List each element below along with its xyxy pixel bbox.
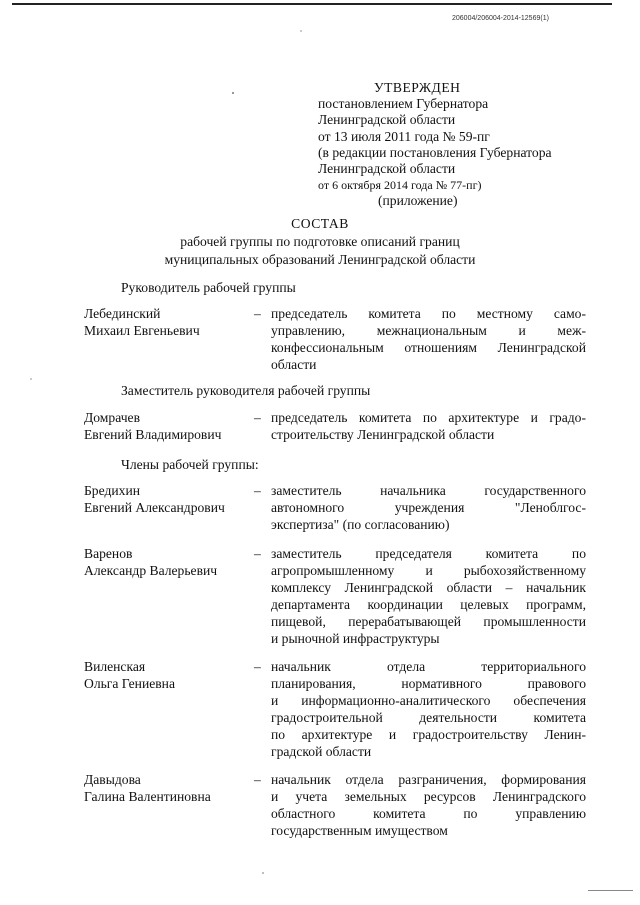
dash: – bbox=[254, 659, 261, 674]
given-names: Галина Валентиновна bbox=[84, 789, 211, 804]
section-deputy: Заместитель руководителя рабочей группы bbox=[121, 383, 371, 398]
member-position: начальник отдела разграничения, формирования и учета земельных ресурсов Ленинградского областного комитета по управлению государственным имуществом bbox=[271, 772, 586, 838]
given-names: Евгений Владимирович bbox=[84, 427, 222, 442]
surname: Давыдова bbox=[84, 772, 141, 787]
approval-line: Ленинградской области bbox=[318, 161, 456, 177]
scan-speck bbox=[30, 378, 32, 380]
surname: Домрачев bbox=[84, 410, 140, 425]
document-subtitle: рабочей группы по подготовке описаний границ bbox=[180, 234, 460, 249]
dash: – bbox=[254, 483, 261, 498]
member-position: заместитель председателя комитета по агропромышленному и рыбохозяйственному комплексу Ленинградской области – начальник департамента координации целевых программ, пищевой, перерабатывающей промышленности и рыночной инфраструктуры bbox=[271, 546, 586, 646]
section-leader: Руководитель рабочей группы bbox=[121, 280, 296, 295]
approval-line: от 13 июля 2011 года № 59-пг bbox=[318, 128, 490, 144]
approval-line: Ленинградской области bbox=[318, 112, 456, 128]
approval-line: (в редакции постановления Губернатора bbox=[318, 144, 552, 160]
given-names: Михаил Евгеньевич bbox=[84, 323, 200, 338]
member-name bbox=[84, 409, 249, 443]
member-name bbox=[84, 545, 249, 579]
member-name bbox=[84, 658, 249, 692]
approval-heading: УТВЕРЖДЕН bbox=[374, 80, 461, 95]
scan-speck bbox=[300, 30, 302, 32]
approval-line: от 6 октября 2014 года № 77-пг) bbox=[318, 178, 482, 193]
member-position: председатель комитета по местному само- управлению, межнациональным и меж- конфессиональным отношениям Ленинградской области bbox=[271, 306, 586, 372]
document-id: 206004/206004-2014-12569(1) bbox=[452, 15, 549, 22]
surname: Бредихин bbox=[84, 483, 140, 498]
given-names: Ольга Гениевна bbox=[84, 676, 175, 691]
member-position: заместитель начальника государственного автономного учреждения "Леноблгос- экспертиза" (по согласованию) bbox=[271, 483, 586, 532]
member-position: начальник отдела территориального планирования, нормативного правового и информационно-аналитического обеспечения градостроительной деятельности комитета по архитектуре и градостроительству Ленин- градской области bbox=[271, 659, 586, 759]
member-name bbox=[84, 482, 249, 516]
approval-line: (приложение) bbox=[378, 193, 458, 209]
given-names: Евгений Александрович bbox=[84, 500, 225, 515]
document-subtitle: муниципальных образований Ленинградской области bbox=[164, 252, 476, 267]
dash: – bbox=[254, 772, 261, 787]
given-names: Александр Валерьевич bbox=[84, 563, 218, 578]
section-members: Члены рабочей группы: bbox=[121, 457, 259, 472]
member-name bbox=[84, 771, 249, 805]
surname: Виленская bbox=[84, 659, 146, 674]
member-position: председатель комитета по архитектуре и градо- строительству Ленинградской области bbox=[271, 410, 586, 442]
scan-speck bbox=[232, 92, 234, 94]
scan-top-border bbox=[12, 3, 612, 5]
document-title: СОСТАВ bbox=[291, 216, 349, 231]
surname: Лебединский bbox=[84, 306, 161, 321]
member-name bbox=[84, 305, 249, 339]
scan-bottom-mark bbox=[588, 890, 633, 891]
approval-block bbox=[318, 80, 618, 210]
approval-line: постановлением Губернатора bbox=[318, 96, 489, 112]
scan-speck bbox=[262, 872, 264, 874]
dash: – bbox=[254, 410, 261, 425]
surname: Варенов bbox=[84, 546, 133, 561]
dash: – bbox=[254, 306, 261, 321]
dash: – bbox=[254, 546, 261, 561]
